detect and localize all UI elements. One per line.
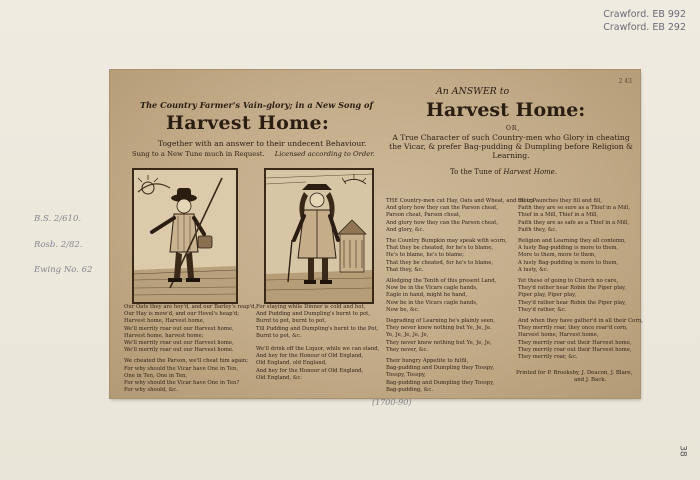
farmer-woodcut-image — [132, 168, 238, 304]
right-tune-prefix: To the Tune of — [450, 168, 502, 176]
pencil-notes — [34, 212, 92, 278]
verse-line: Our Oats they are hoy'd, and our Barley's reap'd, — [124, 304, 257, 310]
verse-line: That they, &c. — [386, 266, 424, 273]
verse-line: Till Pudding and Dumpling's burnt to the Pot, — [256, 325, 379, 332]
date-annotation: (1700-90) — [372, 398, 412, 407]
verse-line: A lusty Bag-pudding is more to them, — [518, 245, 619, 252]
verse-line: They'd rather hear Robin the Piper play, — [518, 285, 627, 292]
left-tune-text: Sung to a New Tune much in Request. — [132, 150, 265, 158]
left-title: Harvest Home: — [166, 112, 330, 134]
verse-line: We'll merrily roar out our Harvest home. — [124, 347, 234, 354]
left-licensed-text: Licensed according to Order. — [274, 150, 375, 158]
verse-line: They'd rather hear Robin the Piper play, — [518, 299, 627, 306]
ballad-right — [378, 70, 643, 398]
left-verse-column-1 — [124, 304, 257, 394]
pencil-note-bs: B.S. 2/610. — [34, 214, 82, 224]
verse-line: And hey for the Honour of Old England, — [256, 367, 364, 374]
gentleman-woodcut-image — [264, 168, 374, 304]
verse-line: For staying while Dinner is cold and hot, — [256, 304, 366, 310]
verse-line: The Country Bumpkin may speak with scorn, — [386, 238, 507, 245]
verse-line: They'd rather, &c. — [518, 306, 567, 313]
verse-line: Burnt to pot, &c. — [256, 332, 302, 339]
verse-line: More to them, more to them, — [518, 252, 596, 259]
verse-line: And glory how they can the Parson cheat, — [386, 219, 499, 226]
verse-line: Now be, &c. — [386, 306, 420, 313]
verse-line: Alledging the Tenth of this present Land, — [386, 278, 497, 285]
imprint-line-1: Printed for P. Brooksby, J. Deacon, J. Blare, — [516, 370, 633, 376]
verse-line: their Paunches they fill and fill, — [518, 198, 603, 204]
verse-line: Piper play, Piper play, — [518, 292, 577, 299]
verse-line: THE Country-men cut Hay, Oats and Wheat, and fill up — [386, 198, 534, 204]
verse-line: Harvest home, harvest home; — [124, 332, 204, 339]
verse-line: We'll merrily roar out our Harvest home, — [124, 325, 234, 332]
verse-line: They merrily roar out their Harvest home, — [518, 339, 632, 346]
right-pre-title: An ANSWER to — [436, 86, 510, 97]
verse-line: Tosspy, Tosspy, — [386, 372, 426, 379]
verse-line: Bag-pudding and Dumpling they Tosspy, — [386, 379, 495, 386]
verse-line: And glory, &c. — [386, 226, 425, 233]
verse-line: We'll merrily roar out our Harvest home, — [124, 340, 234, 347]
verse-line: Harvest home, Harvest home, — [518, 332, 599, 339]
verse-line: Harvest home, Harvest home, — [124, 318, 205, 325]
verse-line: Now be in the Vicars cagle hands, — [386, 285, 478, 292]
verse-line: Thief in a Mill, Thief in a Mill, — [518, 212, 599, 219]
verse-line: For why should the Vicar have One in Ten, — [124, 365, 239, 372]
verse-line: For why should the Vicar have One in Ten? — [124, 380, 240, 387]
verse-line: Degrading of Learning he's plainly seen, — [386, 318, 496, 325]
verse-line: Yet these of going to Church no care, — [518, 278, 619, 285]
ballad-left — [110, 70, 378, 398]
verse-line: And hey for the Honour of Old England, — [256, 353, 364, 360]
right-title: Harvest Home: — [426, 99, 586, 121]
verse-line: They never, &c. — [386, 346, 429, 353]
right-tune-line — [450, 168, 557, 176]
verse-line: And Pudding and Dumpling's burnt to pot, — [256, 311, 370, 318]
right-verse-column-2 — [518, 198, 643, 361]
verse-line: We cheated the Parson, we'll cheat him again; — [124, 358, 248, 365]
page-number: 38 — [677, 445, 688, 457]
verse-line: Parson cheat, Parson cheat, — [386, 212, 461, 219]
left-answer-line: Together with an answer to their undecent Behaviour. — [158, 139, 367, 148]
verse-line: They merrily roar, they once roar'd corn, — [518, 325, 628, 332]
right-or: OR, — [506, 125, 521, 132]
verse-line: A lusty Bag-pudding is more to them, — [518, 259, 619, 266]
imprint-line-2: and J. Back. — [574, 377, 607, 383]
left-subtitle: The Country Farmer's Vain-glory; in a New Song of — [140, 100, 373, 110]
verse-line: They merrily roar, &c. — [518, 354, 578, 361]
verse-line: That they be cheated, for he's to blame, — [386, 259, 494, 266]
right-description: A True Character of such Country-men who Glory in cheating the Vicar, & prefer Bag-pudding & Dumpling before Religion & Learning. — [389, 133, 633, 160]
pencil-note-roxb: Rosb. 2/82. — [34, 240, 83, 250]
broadside-sheet — [110, 70, 643, 398]
verse-line: Eagle in hand, might he hand, — [386, 292, 468, 299]
left-verse-column-2 — [256, 304, 380, 382]
verse-line: Bag-pudding, &c. — [386, 386, 434, 393]
verse-line: Burnt to pot, burnt to pot, — [256, 318, 327, 325]
pencil-note-ewing: Ewing No. 62 — [34, 265, 93, 275]
verse-line: For why should, &c. — [124, 387, 178, 394]
shelfmark-annotations — [603, 8, 686, 34]
verse-line: Faith they, &c. — [518, 226, 558, 233]
folio-mark: 2 43 — [618, 78, 632, 85]
verse-line: Old England, old England, — [256, 360, 327, 367]
verse-line: We'll drink off the Liquor, while we can stand, — [256, 346, 380, 353]
verse-line: One in Ten, One in Ten, — [124, 372, 188, 379]
verse-line: He's to blame, he's to blame; — [386, 252, 464, 259]
verse-line: And glory how they can the Parson cheat, — [386, 205, 499, 212]
verse-line: They merrily roar out their Harvest home, — [518, 346, 632, 353]
shelfmark-1: Crawford. EB 992 — [603, 9, 686, 20]
verse-line: Now be in the Vicars cagle hands, — [386, 299, 478, 306]
verse-line: That they be cheated, for he's to blame, — [386, 245, 494, 252]
verse-line: They never knew nothing but Ye, Je, Je. — [386, 325, 492, 332]
printer-imprint — [516, 370, 632, 384]
verse-line: Religion and Learning they all contemn, — [518, 238, 626, 245]
left-tune-line — [132, 150, 375, 158]
verse-line: Faith they are as safe as a Thief in a Mill, — [518, 219, 630, 226]
shelfmark-2: Crawford. EB 292 — [603, 22, 686, 33]
right-tune-name: Harvest Home. — [503, 168, 558, 176]
verse-line: And when they have gather'd in all their Corn, — [518, 318, 643, 325]
verse-line: Bag-pudding and Dumpling they Tosspy, — [386, 365, 495, 372]
verse-line: Our Hay is mow'd, and our Hovel's heap'd; — [124, 311, 240, 318]
verse-line: Old England, &c. — [256, 374, 303, 381]
verse-line: Ye, Je, Je, Je, Je, — [386, 332, 429, 339]
verse-line: Faith they are so sure as a Thief in a Mill, — [518, 205, 630, 212]
verse-line: A lusty, &c. — [518, 266, 549, 273]
verse-line: Their hungry Appetite to fulfil, — [386, 358, 469, 365]
verse-line: They never knew nothing but Ye, Je, Je, — [386, 339, 492, 346]
